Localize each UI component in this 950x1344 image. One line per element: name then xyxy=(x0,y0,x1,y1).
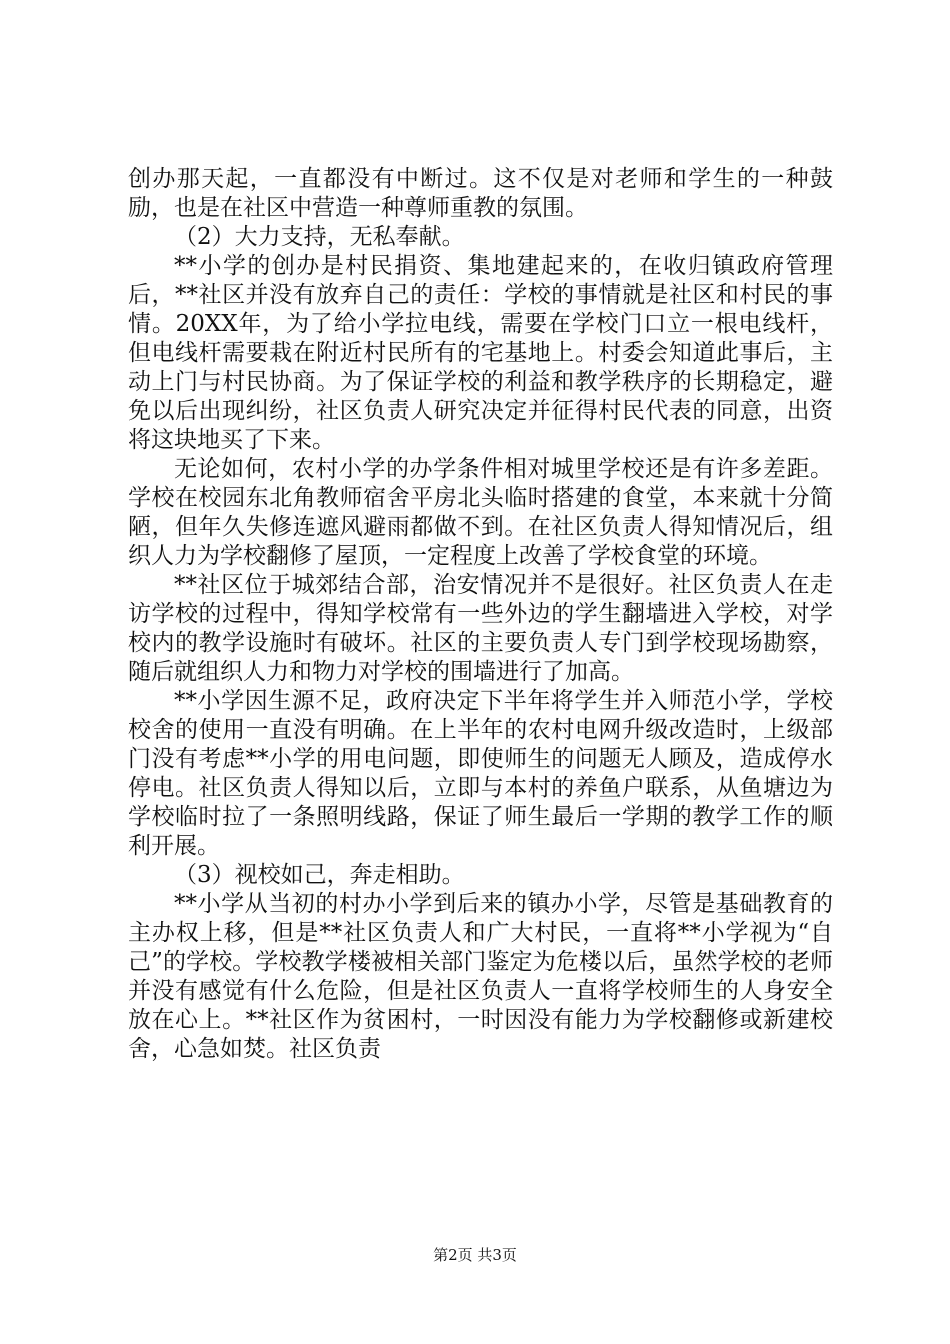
page-footer: 第2页 共3页 xyxy=(433,1246,517,1264)
section-heading-3: （3）视校如己，奔走相助。 xyxy=(174,862,465,888)
paragraph: **小学的创办是村民捐资、集地建起来的，在收归镇政府管理后，**社区并没有放弃自己的责任：学校的事情就是社区和村民的事情。20XX年，为了给小学拉电线，需要在学校门口立一根电线杆，但电线杆需要栽在附近村民所有的宅基地上。村委会知道此事后，主动上门与村民协商。为了保证学校的利益和教学秩序的长期稳定，避免以后出现纠纷，社区负责人研究决定并征得村民代表的同意，出资将这块地买了下来。 xyxy=(128,253,833,453)
paragraph: **社区位于城郊结合部，治安情况并不是很好。社区负责人在走访学校的过程中，得知学校常有一些外边的学生翻墙进入学校，对学校内的教学设施时有破坏。社区的主要负责人专门到学校现场勘察，随后就组织人力和物力对学校的围墙进行了加高。 xyxy=(128,572,833,685)
section-heading-2: （2）大力支持，无私奉献。 xyxy=(174,224,465,250)
paragraph: **小学因生源不足，政府决定下半年将学生并入师范小学，学校校舍的使用一直没有明确。在上半年的农村电网升级改造时，上级部门没有考虑**小学的用电问题，即使师生的问题无人顾及，造成停水停电。社区负责人得知以后，立即与本村的养鱼户联系，从鱼塘边为学校临时拉了一条照明线路，保证了师生最后一学期的教学工作的顺利开展。 xyxy=(128,688,833,859)
paragraph-continued: 创办那天起，一直都没有中断过。这不仅是对老师和学生的一种鼓励，也是在社区中营造一种尊师重教的氛围。 xyxy=(128,166,833,221)
paragraph: **小学从当初的村办小学到后来的镇办小学，尽管是基础教育的主办权上移，但是**社区负责人和广大村民，一直将**小学视为“自己”的学校。学校教学楼被相关部门鉴定为危楼以后，虽然学校的老师并没有感觉有什么危险，但是社区负责人一直将学校师生的人身安全放在心上。**社区作为贫困村，一时因没有能力为学校翻修或新建校舍，心急如焚。社区负责 xyxy=(128,891,833,1062)
paragraph: 无论如何，农村小学的办学条件相对城里学校还是有许多差距。学校在校园东北角教师宿舍平房北头临时搭建的食堂，本来就十分简陋，但年久失修连遮风避雨都做不到。在社区负责人得知情况后，组织人力为学校翻修了屋顶，一定程度上改善了学校食堂的环境。 xyxy=(128,456,833,569)
document-body xyxy=(128,165,833,1064)
